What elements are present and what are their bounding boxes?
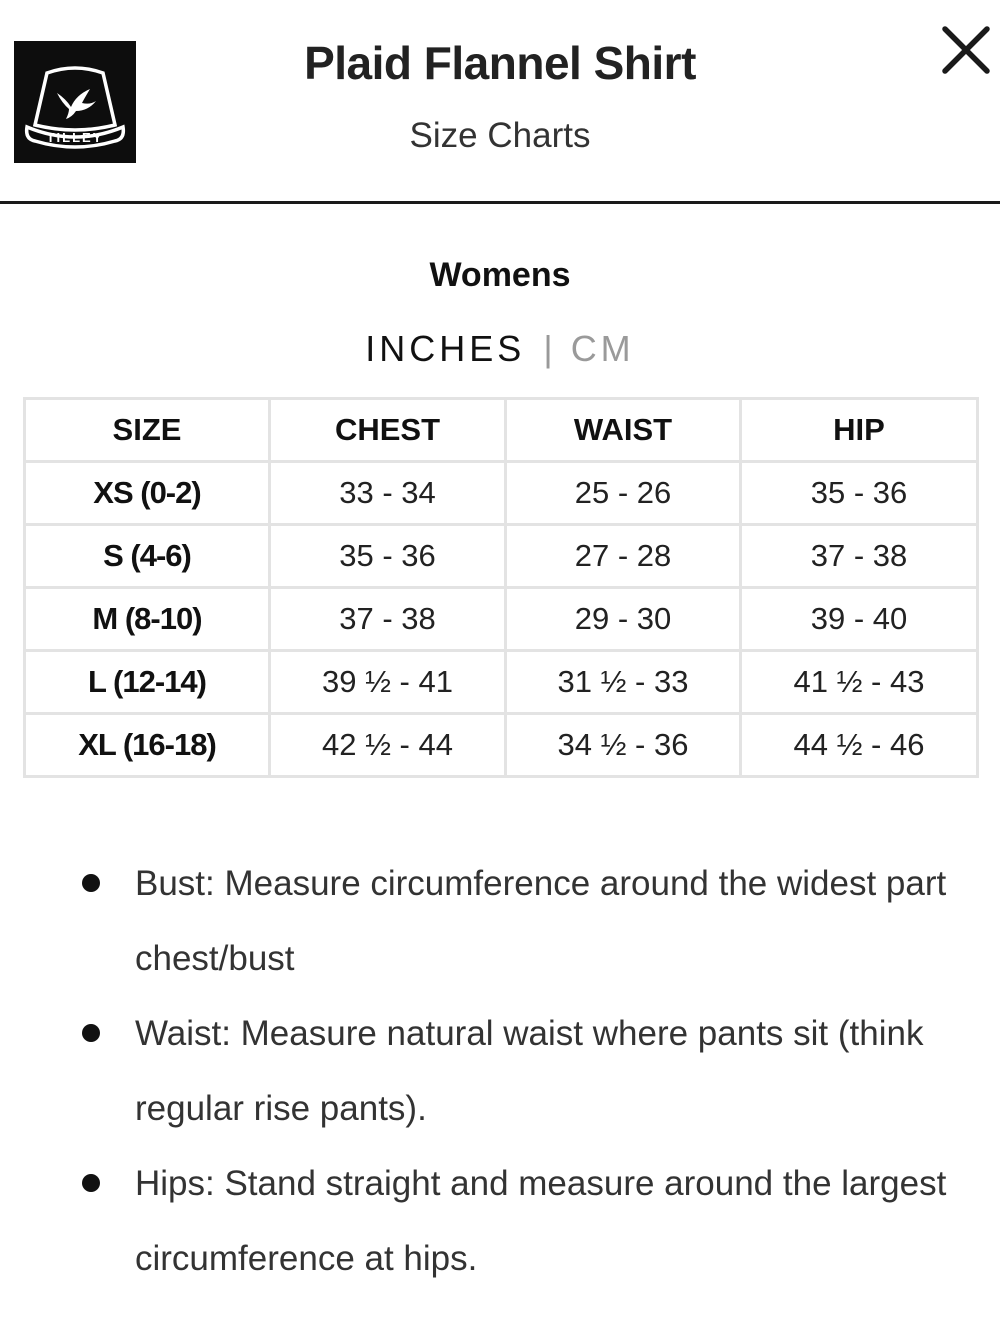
waist-cell: 27 - 28 [506,525,741,588]
chest-cell: 42 ½ - 44 [270,714,506,777]
table-row [25,462,978,525]
unit-toggle [0,326,1000,370]
chest-cell: 37 - 38 [270,588,506,651]
list-item [82,846,982,996]
page-title: Plaid Flannel Shirt [304,37,696,89]
size-cell: XS (0-2) [25,462,270,525]
size-cell: XL (16-18) [25,714,270,777]
size-cell: S (4-6) [25,525,270,588]
waist-cell: 34 ½ - 36 [506,714,741,777]
chest-cell: 35 - 36 [270,525,506,588]
size-cell: M (8-10) [25,588,270,651]
table-row [25,525,978,588]
waist-cell: 29 - 30 [506,588,741,651]
size-table [23,397,979,778]
header-divider [0,201,1000,204]
close-button[interactable] [938,22,994,78]
column-header-hip: HIP [741,399,978,462]
table-row [25,588,978,651]
column-header-waist: WAIST [506,399,741,462]
hip-cell: 37 - 38 [741,525,978,588]
hip-cell: 35 - 36 [741,462,978,525]
measurement-notes [82,846,982,1296]
chest-cell: 33 - 34 [270,462,506,525]
hip-cell: 41 ½ - 43 [741,651,978,714]
column-header-size: SIZE [25,399,270,462]
table-row [25,714,978,777]
note-hips: Hips: Stand straight and measure around the largest circumference at hips. [135,1164,947,1278]
hip-cell: 44 ½ - 46 [741,714,978,777]
column-header-chest: CHEST [270,399,506,462]
unit-inches-tab[interactable]: INCHES [365,328,526,370]
header [0,0,1000,203]
section-title: Womens [429,256,571,294]
list-item [82,1146,982,1296]
unit-separator: | [543,328,553,370]
page-subtitle: Size Charts [409,116,591,155]
table-header-row [25,399,978,462]
logo-text: TILLEY [46,130,104,145]
close-icon [938,22,994,78]
waist-cell: 25 - 26 [506,462,741,525]
bullet-icon [82,1024,100,1042]
note-waist: Waist: Measure natural waist where pants sit (think regular rise pants). [135,1014,924,1128]
hip-cell: 39 - 40 [741,588,978,651]
waist-cell: 31 ½ - 33 [506,651,741,714]
chest-cell: 39 ½ - 41 [270,651,506,714]
list-item [82,996,982,1146]
unit-cm-tab[interactable]: CM [570,328,635,370]
size-cell: L (12-14) [25,651,270,714]
bullet-icon [82,1174,100,1192]
note-bust: Bust: Measure circumference around the widest part chest/bust [135,864,947,978]
bullet-icon [82,874,100,892]
table-row [25,651,978,714]
